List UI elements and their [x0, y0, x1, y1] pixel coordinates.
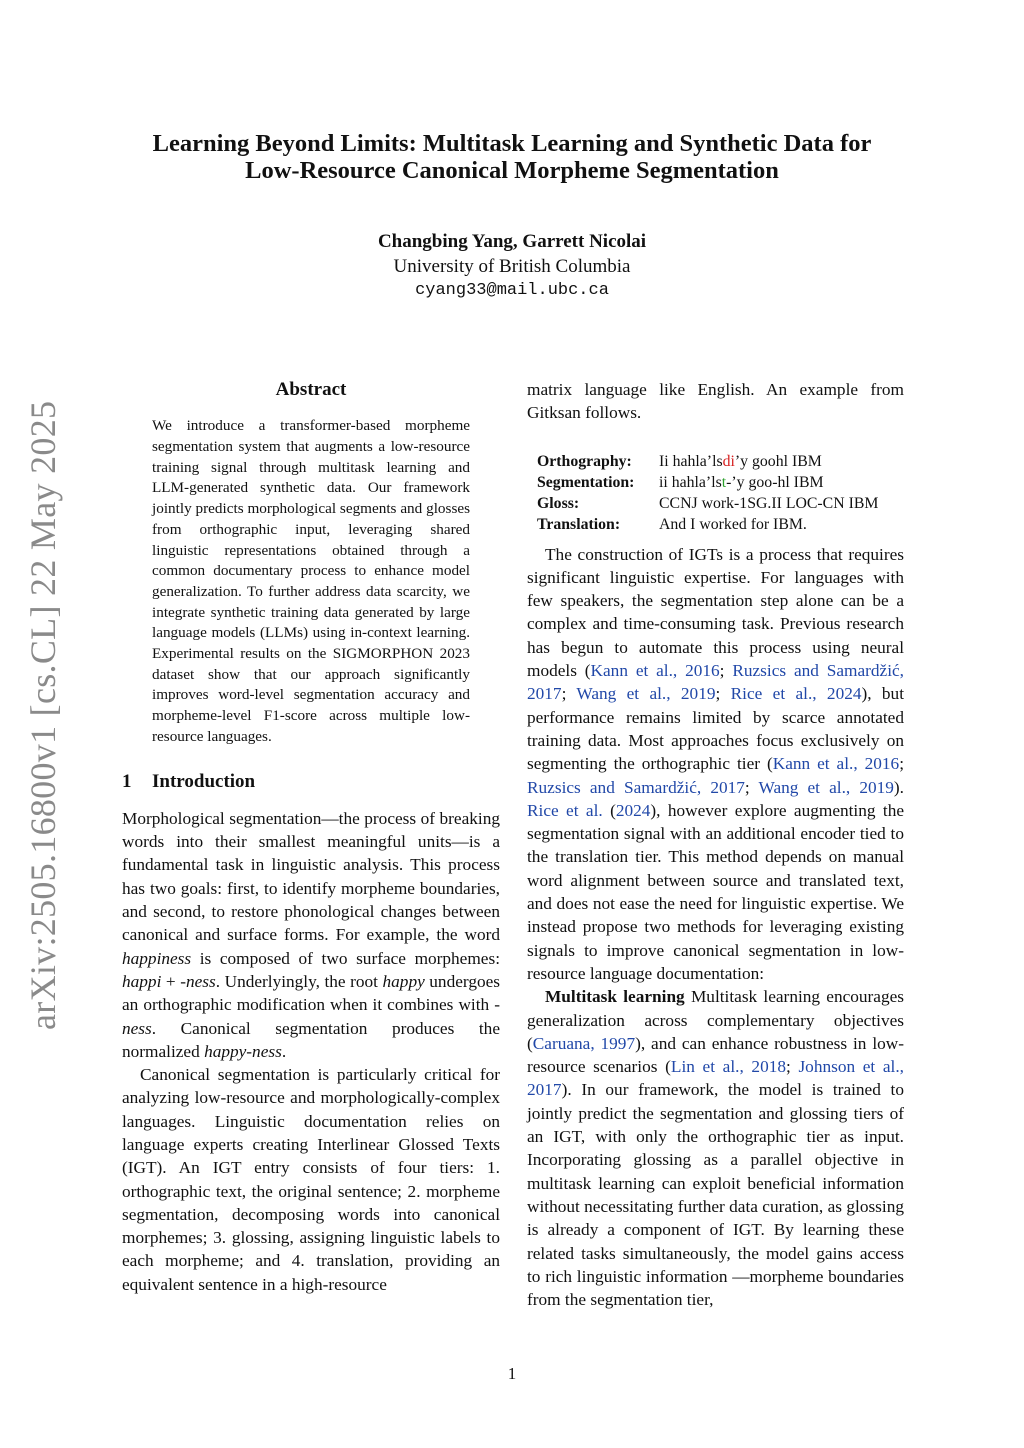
- italic-term: happy-ness: [204, 1041, 282, 1061]
- text-run: . Underlyingly, the root: [215, 971, 383, 991]
- example-value: [659, 514, 878, 535]
- citation-link[interactable]: Kann et al., 2016: [772, 754, 900, 774]
- paragraph: [527, 378, 904, 425]
- text-run: .: [281, 1041, 287, 1061]
- citation-link[interactable]: 2024: [615, 800, 651, 820]
- text-run: CCNJ work-1SG.II LOC-CN IBM: [659, 494, 879, 512]
- author-email: cyang33@mail.ubc.ca: [415, 281, 609, 300]
- author-block: [200, 230, 824, 304]
- example-row: [537, 493, 878, 514]
- example-value: [659, 493, 878, 514]
- text-run: -’y goo-hl IBM: [726, 473, 824, 491]
- text-run: ’y goohl IBM: [734, 452, 822, 470]
- citation-link[interactable]: Wang et al., 2019: [576, 684, 716, 704]
- gitksan-example-table: [537, 451, 878, 535]
- left-column: [122, 378, 500, 1296]
- author-names: Changbing Yang, Garrett Nicolai: [377, 231, 647, 252]
- affiliation: University of British Columbia: [393, 255, 631, 277]
- text-run: ;: [744, 777, 759, 797]
- highlight-green: t: [721, 473, 727, 491]
- text-run: Morphological segmentation—the process of breaking words into their smallest meaningful units—is a fundamental task in linguistic analysis. This process has two goals: first, to identify morpheme boundaries, and second, to restore phonological changes between canonical and surface forms. For example, the word: [122, 808, 500, 945]
- text-run: And I worked for IBM.: [659, 515, 807, 533]
- text-run: ;: [899, 754, 904, 774]
- paper-title: [100, 130, 924, 184]
- text-run: ;: [786, 1057, 799, 1077]
- paragraph: [527, 543, 904, 986]
- text-run: ), but performance remains limited by scarce annotated training data. Most approaches focus exclusively on segmenting the orthographic tier (: [527, 684, 905, 774]
- text-run: ). In our framework, the model is trained to jointly predict the segmentation and glossing tiers of an IGT, with only the orthographic tier as input. Incorporating glossing as a parallel objective in multitask learning can exploit beneficial information without necessitating further data curation, as glossing is already a component of IGT. By learning these related tasks simultaneously, the model gains access to rich linguistic information —morpheme boundaries from the segmentation tier,: [527, 1080, 904, 1310]
- page-number: 1: [507, 1364, 517, 1383]
- abstract-heading: Abstract: [275, 379, 347, 400]
- citation-link[interactable]: Lin et al., 2018: [670, 1057, 786, 1077]
- italic-term: happiness: [122, 948, 192, 968]
- example-label: Segmentation:: [537, 473, 635, 491]
- italic-term: happy: [382, 971, 425, 991]
- italic-term: -ness: [180, 971, 216, 991]
- example-value: [659, 451, 878, 472]
- italic-term: happi: [122, 971, 162, 991]
- abstract-text: We introduce a transformer-based morpheme segmentation system that augments a low-resource training signal through multitask learning and LLM-generated synthetic data. Our framework jointly predicts morphological segments and glosses from orthographic input, leveraging shared linguistic representations obtained through a common documentary process to enhance model generalization. To further address data scarcity, we integrate synthetic training data generated by large language models (LLMs) using in-context learning. Experimental results on the SIGMORPHON 2023 dataset show that our approach significantly improves word-level segmentation accuracy and morpheme-level F1-score across multiple low-resource languages.: [152, 417, 470, 745]
- text-run: ;: [715, 684, 731, 704]
- example-label: Gloss:: [537, 494, 580, 512]
- text-run: The construction of IGTs is a process that requires significant linguistic expertise. For languages with few speakers, the segmentation step alone can be a complex and time-consuming task. Previous research has begun to automate this process using neural models (: [527, 544, 904, 681]
- paragraph-lead: Multitask learning: [545, 987, 685, 1007]
- example-value: [659, 472, 878, 493]
- text-run: ), and can enhance robustness in low-resource scenarios (: [527, 1033, 904, 1077]
- citation-link[interactable]: Ruzsics and Samardžić, 2017: [527, 777, 745, 797]
- section-heading-introduction: [122, 770, 500, 793]
- text-run: ).: [893, 777, 904, 797]
- paragraph: [122, 807, 500, 1063]
- example-label: Translation:: [537, 515, 621, 533]
- example-label: Orthography:: [537, 452, 632, 470]
- text-run: +: [161, 971, 181, 991]
- text-run: (: [602, 800, 616, 820]
- citation-link[interactable]: Ruzsics and Samardžić, 2017: [527, 661, 904, 704]
- text-run: ;: [561, 684, 577, 704]
- citation-link[interactable]: Caruana, 1997: [532, 1033, 636, 1053]
- italic-term: -ness: [122, 995, 500, 1038]
- text-run: is composed of two surface morphemes:: [191, 948, 500, 968]
- highlight-red: di: [722, 452, 735, 470]
- section-title: Introduction: [152, 770, 256, 792]
- example-row: [537, 451, 878, 472]
- text-run: ;: [719, 661, 733, 681]
- example-row: [537, 514, 878, 535]
- citation-link[interactable]: Johnson et al., 2017: [527, 1057, 904, 1100]
- title-line-2: Low-Resource Canonical Morpheme Segmentation: [245, 157, 779, 184]
- citation-link[interactable]: Kann et al., 2016: [590, 661, 720, 681]
- right-body: [527, 543, 904, 1312]
- text-run: Canonical segmentation is particularly critical for analyzing low-resource and morphologically-complex languages. Linguistic documentation relies on language experts creating Interlinear Glossed Texts (IGT). An IGT entry consists of four tiers: 1. orthographic text, the original sentence; 2. morpheme segmentation, decomposing words into canonical morphemes; 3. glossing, assigning linguistic labels to each morpheme; and 4. translation, providing an equivalent sentence in a high-resource: [122, 1065, 500, 1294]
- right-column: [527, 378, 904, 1311]
- citation-link[interactable]: Rice et al.: [527, 800, 603, 820]
- left-body: [122, 807, 500, 1296]
- example-row: [537, 472, 878, 493]
- arxiv-stamp: arXiv:2505.16800v1 [cs.CL] 22 May 2025: [23, 400, 63, 1030]
- paragraph: [122, 1063, 500, 1296]
- citation-link[interactable]: Rice et al., 2024: [730, 684, 862, 704]
- text-run: Ii hahla’ls: [659, 452, 723, 470]
- title-line-1: Learning Beyond Limits: Multitask Learning and Synthetic Data for: [152, 130, 872, 157]
- text-run: ii hahla’ls: [659, 473, 722, 491]
- text-run: ), however explore augmenting the segmentation signal with an additional encoder tied to the translation tier. This method depends on manual word alignment between source and translated text, and does not ease the need for linguistic expertise. We instead propose two methods for leveraging existing signals to improve canonical segmentation in low-resource language documentation:: [527, 800, 905, 983]
- section-number: 1: [122, 770, 132, 792]
- text-run: Multitask learning encourages generalization across complementary objectives (: [527, 987, 904, 1053]
- citation-link[interactable]: Wang et al., 2019: [758, 777, 894, 797]
- paragraph: [527, 985, 904, 1311]
- text-run: matrix language like English. An example from Gitksan follows.: [527, 380, 904, 423]
- text-run: . Canonical segmentation produces the normalized: [122, 1018, 500, 1061]
- text-run: undergoes an orthographic modification when it combines with: [122, 971, 500, 1015]
